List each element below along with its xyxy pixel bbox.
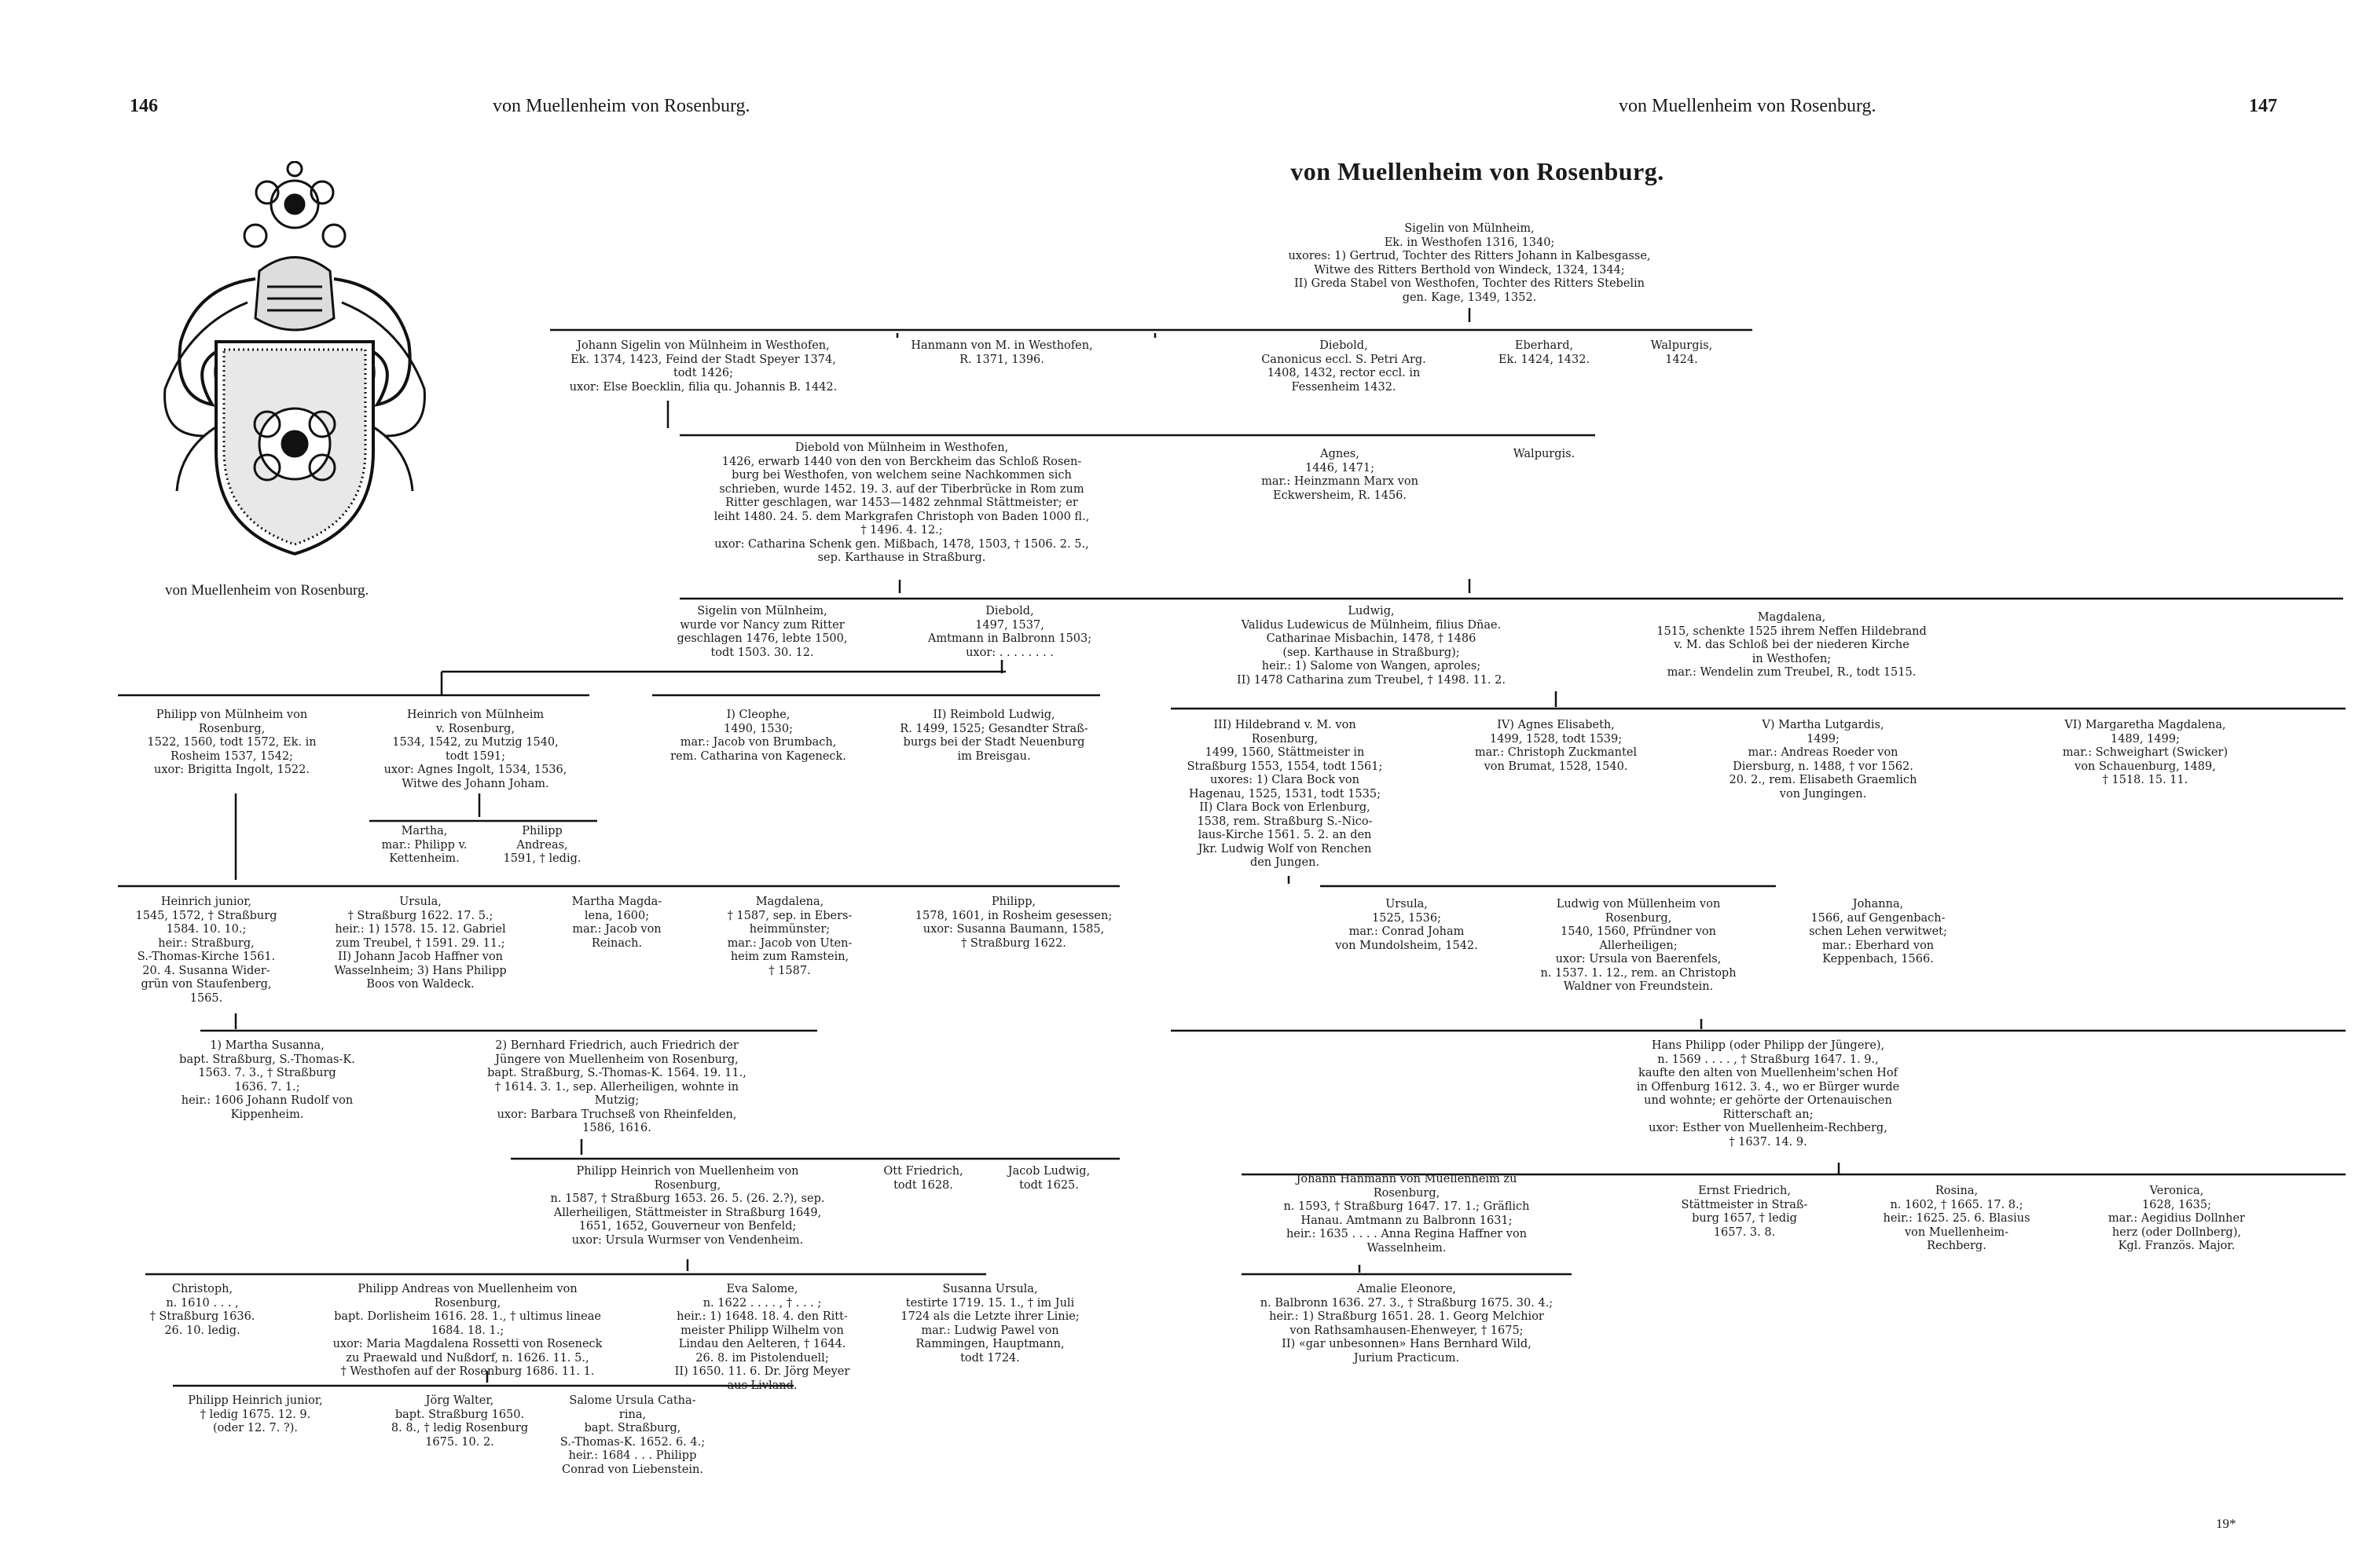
entry-cleophe: I) Cleophe, 1490, 1530; mar.: Jacob von Brumbach, rem. Catharina von Kageneck. [670,709,846,763]
entry-jacob-ludwig: Jacob Ludwig, todt 1625. [1007,1165,1091,1192]
entry-ludwig-muellenheim: Ludwig von Müllenheim von Rosenburg, 1540, 1560, Pfründner von Allerheiligen; uxor: Ursula von Baerenfels, n. 1537. 1. 12., rem. an Christoph Waldner von Freundstein. [1540,898,1737,993]
entry-heinrich-junior: Heinrich junior, 1545, 1572, † Straßburg 1584. 10. 10.; heir.: Straßburg, S.-Thomas-Kirche 1561. 20. 4. Susanna Wider- grün von Staufenberg, 1565. [135,896,277,1005]
entry-agnes: Agnes, 1446, 1471; mar.: Heinzmann Marx von Eckwersheim, R. 1456. [1261,448,1418,502]
entry-salome-ursula: Salome Ursula Catha- rina, bapt. Straßburg, S.-Thomas-K. 1652. 6. 4.; heir.: 1684 . . . Philipp Conrad von Liebenstein. [559,1394,706,1476]
entry-martha-lutgardis: V) Martha Lutgardis, 1499; mar.: Andreas Roeder von Diersburg, n. 1488, † vor 1562. 20. 2., rem. Elisabeth Graemlich von Jungingen. [1729,719,1917,800]
entry-rosina: Rosina, n. 1602, † 1665. 17. 8.; heir.: 1625. 25. 6. Blasius von Muellenheim- Rechberg. [1883,1185,2030,1252]
entry-susanna-ursula: Susanna Ursula, testirte 1719. 15. 1., † im Juli 1724 als die Letzte ihrer Linie; mar.: Ludwig Pawel von Rammingen, Hauptmann, todt 1724. [901,1283,1080,1365]
coat-of-arms-caption: von Muellenheim von Rosenburg. [165,582,369,599]
entry-martha-susanna: 1) Martha Susanna, bapt. Straßburg, S.-Thomas-K. 1563. 7. 3., † Straßburg 1636. 7. 1.; heir.: 1606 Johann Rudolf von Kippenheim. [179,1039,355,1121]
entry-magdalena-1: Magdalena, 1515, schenkte 1525 ihrem Neffen Hildebrand v. M. das Schloß bei der niederen Kirche in Westhofen; mar.: Wendelin zum Treubel, R., todt 1515. [1656,611,1927,679]
entry-martha-2: Martha, mar.: Philipp v. Kettenheim. [381,825,468,865]
entry-veronica: Veronica, 1628, 1635; mar.: Aegidius Dollnher herz (oder Dollnberg), Kgl. Französ. Major. [2108,1185,2245,1252]
entry-martha-magdalena: Martha Magda- lena, 1600; mar.: Jacob von Reinach. [571,896,662,950]
entry-ernst-friedrich: Ernst Friedrich, Stättmeister in Straß- burg 1657, † ledig 1657. 3. 8. [1681,1185,1808,1239]
entry-ursula-2: Ursula, 1525, 1536; mar.: Conrad Joham von Mundolsheim, 1542. [1335,898,1478,952]
running-head-left: von Muellenheim von Rosenburg. [493,96,750,116]
entry-walpurgis-1: Walpurgis, 1424. [1650,339,1713,366]
entry-johann-sigelin: Johann Sigelin von Mülnheim in Westhofen, Ek. 1374, 1423, Feind der Stadt Speyer 1374, todt 1426; uxor: Else Boecklin, filia qu. Johannis B. 1442. [569,339,838,394]
entry-sigelin-2: Sigelin von Mülnheim, wurde vor Nancy zum Ritter geschlagen 1476, lebte 1500, todt 1503. 30. 12. [677,605,848,659]
entry-philipp-andreas-1: Philipp Andreas, 1591, † ledig. [503,825,581,865]
entry-diebold-westhofen: Diebold von Mülnheim in Westhofen, 1426, erwarb 1440 von den von Berckheim das Schloß Rosen- burg bei Westhofen, von welchem seine Nachkommen sich schrieben, wurde 1452. 19. 3. auf der Tiberbrücke in Rom zum Ritter geschlagen, war 1453—1482 zehnmal Stättmeister; er leiht 1480. 24. 5. dem Markgrafen Christoph von Baden 1000 fl., † 1496. 4. 12.; uxor: Catharina Schenk gen. Mißbach, 1478, 1503, † 1506. 2. 5., sep. Karthause in Straßburg. [713,441,1090,564]
signature-mark: 19* [2216,1516,2236,1531]
entry-ludwig: Ludwig, Validus Ludewicus de Mülnheim, filius Dñae. Catharinae Misbachin, 1478, † 1486 (sep. Karthause in Straßburg); heir.: 1) Salome von Wangen, aproles; II) 1478 Catharina zum Treubel, † 1498. 11. 2. [1236,605,1506,687]
entry-walpurgis-2: Walpurgis. [1513,448,1576,460]
entry-hildebrand: III) Hildebrand v. M. von Rosenburg, 1499, 1560, Stättmeister in Straßburg 1553, 1554, todt 1561; uxores: 1) Clara Bock von Hagenau, 1525, 1531, todt 1535; II) Clara Bock von Erlenburg, 1538, rem. Straßburg S.-Nico- laus-Kirche 1561. 5. 2. an den Jkr. Ludwig Wolf von Renchen den Jungen. [1187,719,1383,869]
entry-magdalena-2: Magdalena, † 1587, sep. in Ebers- heimmünster; mar.: Jacob von Uten- heim zum Ramstein, † 1587. [727,896,853,977]
page-number-left: 146 [130,96,158,116]
entry-johann-hanmann: Johann Hanmann von Muellenheim zu Rosenburg, n. 1593, † Straßburg 1647. 17. 1.; Gräflich Hanau. Amtmann zu Balbronn 1631; heir.: 1635 . . . . Anna Regina Haffner von Wasselnheim. [1283,1173,1530,1255]
entry-eva-salome: Eva Salome, n. 1622 . . . . , † . . . ; heir.: 1) 1648. 18. 4. den Ritt- meister Philipp Wilhelm von Lindau den Aelteren, † 1644. 26. 8. im Pistolenduell; II) 1650. 11. 6. Dr. Jörg Meyer aus Livland. [674,1283,850,1392]
page-title: von Muellenheim von Rosenburg. [1290,157,1664,185]
entry-hanmann: Hanmann von M. in Westhofen, R. 1371, 1396. [911,339,1093,366]
entry-reimbold: II) Reimbold Ludwig, R. 1499, 1525; Gesandter Straß- burgs bei der Stadt Neuenburg im Breisgau. [900,709,1088,763]
entry-hans-philipp: Hans Philipp (oder Philipp der Jüngere), n. 1569 . . . . , † Straßburg 1647. 1. 9., kaufte den alten von Muellenheim'schen Hof in Offenburg 1612. 3. 4., wo er Bürger wurde und wohnte; er gehörte der Ortenauischen Ritterschaft an; uxor: Esther von Muellenheim-Rechberg, † 1637. 14. 9. [1636,1039,1900,1149]
entry-philipp-andreas-2: Philipp Andreas von Muellenheim von Rosenburg, bapt. Dorlisheim 1616. 28. 1., † ultimus lineae 1684. 18. 1.; uxor: Maria Magdalena Rossetti von Roseneck zu Praewald und Nußdorf, n. 1626. 11. 5., † Westhofen auf der Rosenburg 1686. 11. 1. [332,1283,603,1378]
entry-ursula-1: Ursula, † Straßburg 1622. 17. 5.; heir.: 1) 1578. 15. 12. Gabriel zum Treubel, † 1591. 29. 11.; II) Johann Jacob Haffner von Wasselnheim; 3) Hans Philipp Boos von Waldeck. [334,896,507,991]
entry-philipp-heinrich-junior: Philipp Heinrich junior, † ledig 1675. 12. 9. (oder 12. 7. ?). [188,1394,323,1434]
entry-margaretha-magdalena: VI) Margaretha Magdalena, 1489, 1499; mar.: Schweighart (Swicker) von Schauenburg, 1489, † 1518. 15. 11. [2062,719,2228,786]
entry-diebold-canonicus: Diebold, Canonicus eccl. S. Petri Arg. 1408, 1432, rector eccl. in Fessenheim 1432. [1261,339,1426,394]
entry-eberhard: Eberhard, Ek. 1424, 1432. [1498,339,1590,366]
entry-agnes-elisabeth: IV) Agnes Elisabeth, 1499, 1528, todt 1539; mar.: Christoph Zuckmantel von Brumat, 1528, 1540. [1474,719,1638,773]
entry-bernhard-friedrich: 2) Bernhard Friedrich, auch Friedrich der Jüngere von Muellenheim von Rosenburg, bapt. Straßburg, S.-Thomas-K. 1564. 19. 11., † 1614. 3. 1., sep. Allerheiligen, wohnte in Mutzig; uxor: Barbara Truchseß von Rheinfelden, 1586, 1616. [487,1039,746,1134]
entry-philipp-rosheim: Philipp, 1578, 1601, in Rosheim gesessen; uxor: Susanna Baumann, 1585, † Straßburg 1622. [915,896,1113,950]
entry-philipp-heinrich: Philipp Heinrich von Muellenheim von Rosenburg, n. 1587, † Straßburg 1653. 26. 5. (26. 2.?), sep. Allerheiligen, Stättmeister in Straßburg 1649, 1651, 1652, Gouverneur von Benfeld; uxor: Ursula Wurmser von Vendenheim. [550,1165,825,1247]
entry-amalie-eleonore: Amalie Eleonore, n. Balbronn 1636. 27. 3., † Straßburg 1675. 30. 4.; heir.: 1) Straßburg 1651. 28. 1. Georg Melchior von Rathsamhausen-Ehenweyer, † 1675; II) «gar unbesonnen» Hans Bernhard Wild, Jurium Practicum. [1260,1283,1553,1365]
running-head-right: von Muellenheim von Rosenburg. [1619,96,1876,116]
entry-johanna: Johanna, 1566, auf Gengenbach- schen Lehen verwitwet; mar.: Eberhard von Keppenbach, 1566. [1809,898,1947,965]
page-number-right: 147 [2249,96,2277,116]
entry-philipp-rosenburg: Philipp von Mülnheim von Rosenburg, 1522, 1560, todt 1572, Ek. in Rosheim 1537, 1542; uxor: Brigitta Ingolt, 1522. [147,709,317,776]
entry-joerg-walter: Jörg Walter, bapt. Straßburg 1650. 8. 8., † ledig Rosenburg 1675. 10. 2. [391,1394,529,1449]
entry-ott-friedrich: Ott Friedrich, todt 1628. [883,1165,963,1192]
entry-heinrich-rosenburg: Heinrich von Mülnheim v. Rosenburg, 1534, 1542, zu Mutzig 1540, todt 1591; uxor: Agnes Ingolt, 1534, 1536, Witwe des Johann Joham. [383,709,567,790]
entry-sigelin: Sigelin von Mülnheim, Ek. in Westhofen 1316, 1340; uxores: 1) Gertrud, Tochter des Ritters Johann in Kalbesgasse, Witwe des Ritters Berthold von Windeck, 1324, 1344; II) Greda Stabel von Westhofen, Tochter des Ritters Stebelin gen. Kage, 1349, 1352. [1288,222,1651,304]
entry-christoph: Christoph, n. 1610 . . . , † Straßburg 1636. 26. 10. ledig. [149,1283,255,1337]
entry-diebold-3: Diebold, 1497, 1537, Amtmann in Balbronn 1503; uxor: . . . . . . . . [927,605,1092,659]
